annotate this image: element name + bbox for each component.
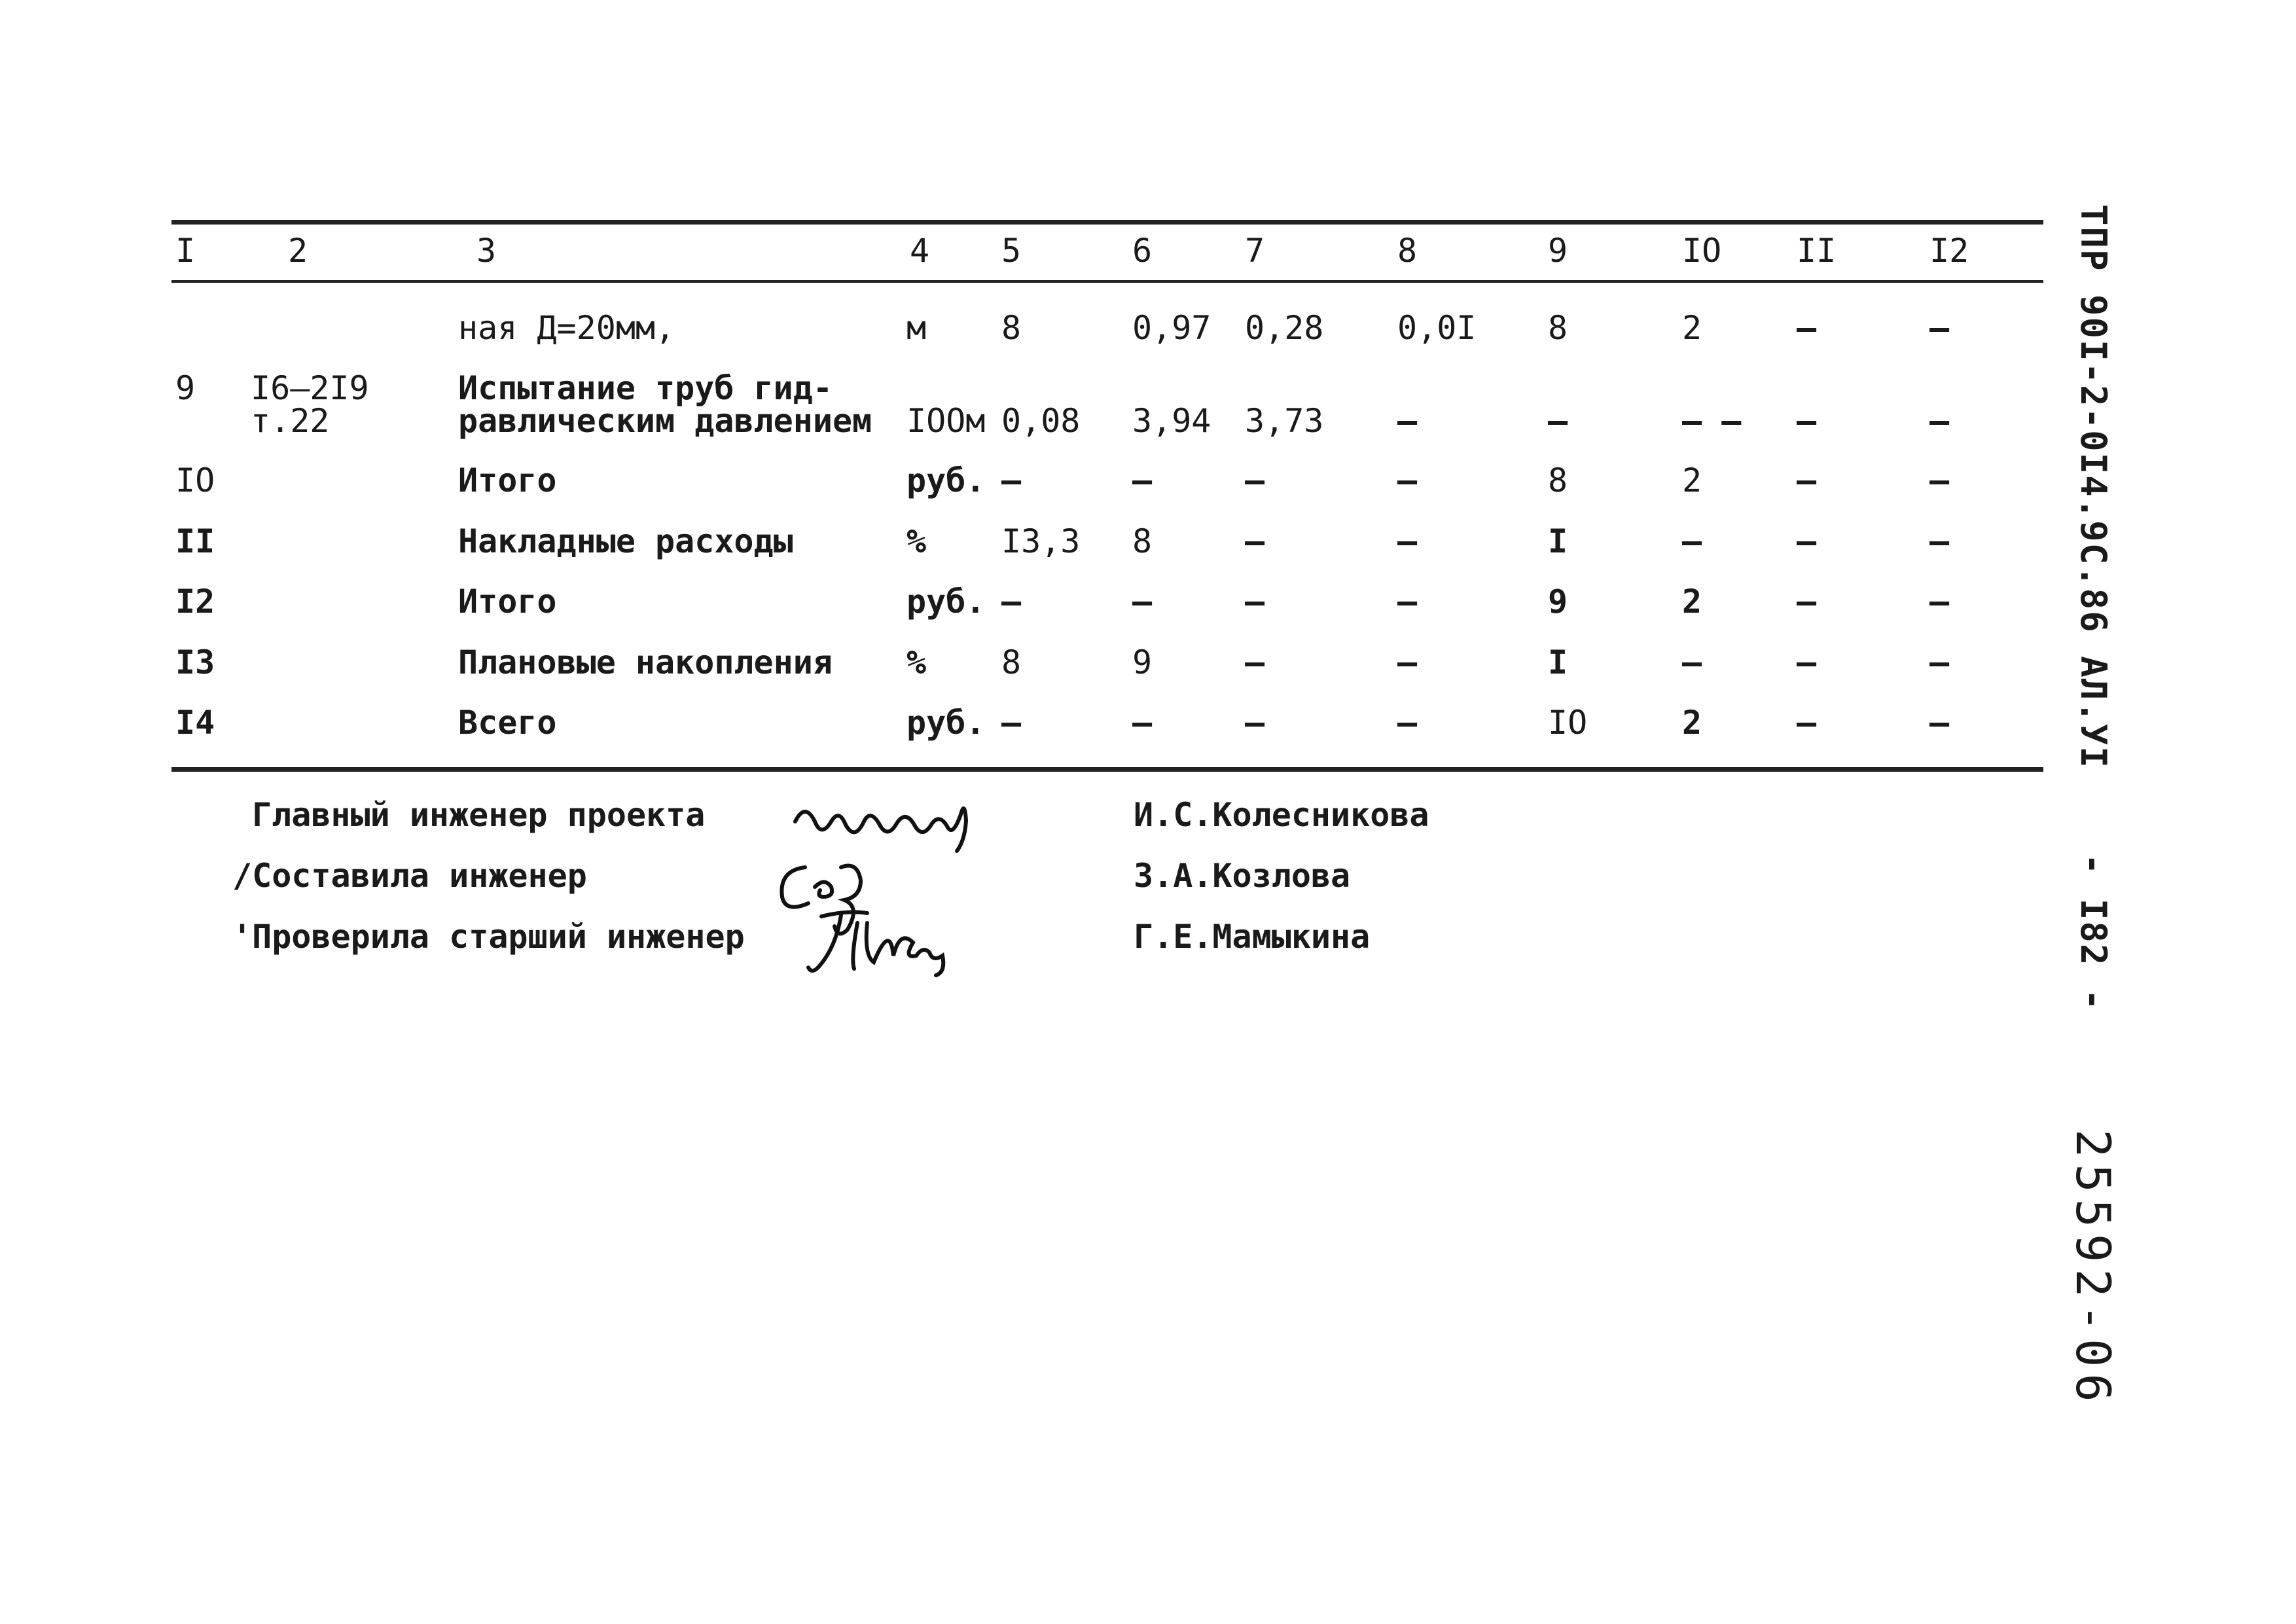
cell-unit: % (906, 522, 927, 560)
header-col-3: 3 (476, 232, 497, 270)
cell-col12: – (1929, 522, 1950, 560)
cell-unit: IOOм (906, 402, 986, 440)
cell-num: II (175, 522, 215, 560)
cell-col8: – (1397, 522, 1418, 560)
cell-col12: – (1929, 643, 1950, 681)
cell-qty: – (1001, 461, 1022, 499)
cell-col10: – (1682, 522, 1702, 560)
signature-name: З.А.Козлова (1134, 857, 1351, 895)
cell-num: I2 (175, 583, 215, 621)
cell-col9: – (1548, 402, 1568, 440)
cell-col6: – (1132, 583, 1153, 621)
header-col-4: 4 (910, 232, 930, 270)
cell-col12: – (1929, 704, 1950, 742)
cell-desc: Итого (458, 461, 557, 499)
cell-col12: – (1929, 583, 1950, 621)
cell-col9: I (1548, 522, 1568, 560)
cell-qty: – (1001, 704, 1022, 742)
cell-num: IO (175, 461, 215, 499)
cell-col6: – (1132, 461, 1153, 499)
cell-col7: 0,28 (1245, 309, 1324, 347)
signature-name: И.С.Колесникова (1134, 796, 1429, 834)
cell-qty: 0,08 (1001, 402, 1081, 440)
cell-col6: – (1132, 704, 1153, 742)
cell-col10: 2 (1682, 704, 1702, 742)
cell-num: I4 (175, 704, 215, 742)
cell-qty: 8 (1001, 309, 1022, 347)
cell-desc-line1: Испытание труб гид- (458, 369, 833, 407)
handwritten-signature-3 (802, 897, 1077, 988)
cell-col9: 8 (1548, 461, 1568, 499)
cell-col7: – (1245, 704, 1265, 742)
cell-desc: Накладные расходы (458, 522, 793, 560)
cell-unit: м (906, 309, 927, 347)
cell-col10: 2 (1682, 583, 1702, 621)
cell-col11: – (1797, 583, 1817, 621)
header-col-11: II (1797, 232, 1837, 270)
signature-name: Г.Е.Мамыкина (1134, 918, 1371, 956)
header-col-1: I (175, 232, 196, 270)
cell-col8: – (1397, 461, 1418, 499)
cell-col10: 2 (1682, 461, 1702, 499)
cell-qty: I3,3 (1001, 522, 1081, 560)
cell-desc: Всего (458, 704, 557, 742)
cell-unit: руб. (906, 461, 986, 499)
cell-col12: – (1929, 402, 1950, 440)
cell-qty: 8 (1001, 643, 1022, 681)
table-top-rule (171, 220, 2043, 225)
cell-code-line1: I6–2I9 (251, 369, 369, 407)
header-bottom-rule (171, 280, 2043, 283)
cell-code (251, 370, 369, 439)
cell-col7: – (1245, 643, 1265, 681)
header-col-10: IO (1682, 232, 1722, 270)
side-page-number: - I82 - (2073, 853, 2114, 1012)
cell-num: 9 (175, 369, 196, 407)
cell-code-line2: т.22 (251, 402, 330, 440)
signature-role: Главный инженер проекта (252, 796, 706, 834)
header-col-7: 7 (1245, 232, 1265, 270)
cell-unit: руб. (906, 583, 986, 621)
cell-col10: – – (1682, 402, 1742, 440)
header-col-8: 8 (1397, 232, 1418, 270)
cell-desc: ная Д=20мм, (458, 309, 675, 347)
cell-col6: 8 (1132, 522, 1153, 560)
cell-col6: 9 (1132, 643, 1153, 681)
cell-col8: – (1397, 402, 1418, 440)
cell-col10: 2 (1682, 309, 1702, 347)
table-bottom-rule (171, 767, 2043, 772)
cell-desc: Итого (458, 583, 557, 621)
cell-col12: – (1929, 461, 1950, 499)
cell-qty: – (1001, 583, 1022, 621)
signature-role: /Составила инженер (232, 857, 587, 895)
header-col-6: 6 (1132, 232, 1153, 270)
cell-desc: Плановые накопления (458, 643, 833, 681)
cell-col10: – (1682, 643, 1702, 681)
header-col-5: 5 (1001, 232, 1022, 270)
cell-col12: – (1929, 309, 1950, 347)
side-registration-number: 25592-06 (2066, 1129, 2121, 1409)
header-col-2: 2 (288, 232, 308, 270)
cell-col9: 9 (1548, 583, 1568, 621)
cell-unit: руб. (906, 704, 986, 742)
header-col-12: I2 (1929, 232, 1969, 270)
side-document-code (2073, 204, 2114, 1011)
cell-col8: – (1397, 643, 1418, 681)
cell-col11: – (1797, 522, 1817, 560)
cell-num: I3 (175, 643, 215, 681)
cell-col6: 3,94 (1132, 402, 1211, 440)
cell-col7: – (1245, 461, 1265, 499)
cell-col9: IO (1548, 704, 1588, 742)
cell-unit: % (906, 643, 927, 681)
side-code-text: ТПР 90I-2-0I4.9С.86 АЛ.УI (2073, 204, 2114, 769)
cell-desc-line2: равлическим давлением (458, 402, 872, 440)
cell-col11: – (1797, 643, 1817, 681)
cell-col7: 3,73 (1245, 402, 1324, 440)
signature-role: 'Проверила старший инженер (232, 918, 745, 956)
cell-col11: – (1797, 704, 1817, 742)
cell-col9: 8 (1548, 309, 1568, 347)
cell-col8: – (1397, 583, 1418, 621)
cell-col11: – (1797, 461, 1817, 499)
cell-col7: – (1245, 583, 1265, 621)
cell-desc (458, 370, 872, 439)
cell-col9: I (1548, 643, 1568, 681)
cell-col6: 0,97 (1132, 309, 1211, 347)
cell-col11: – (1797, 309, 1817, 347)
cell-col11: – (1797, 402, 1817, 440)
cell-col8: 0,0I (1397, 309, 1477, 347)
cell-col7: – (1245, 522, 1265, 560)
header-col-9: 9 (1548, 232, 1568, 270)
cell-col8: – (1397, 704, 1418, 742)
